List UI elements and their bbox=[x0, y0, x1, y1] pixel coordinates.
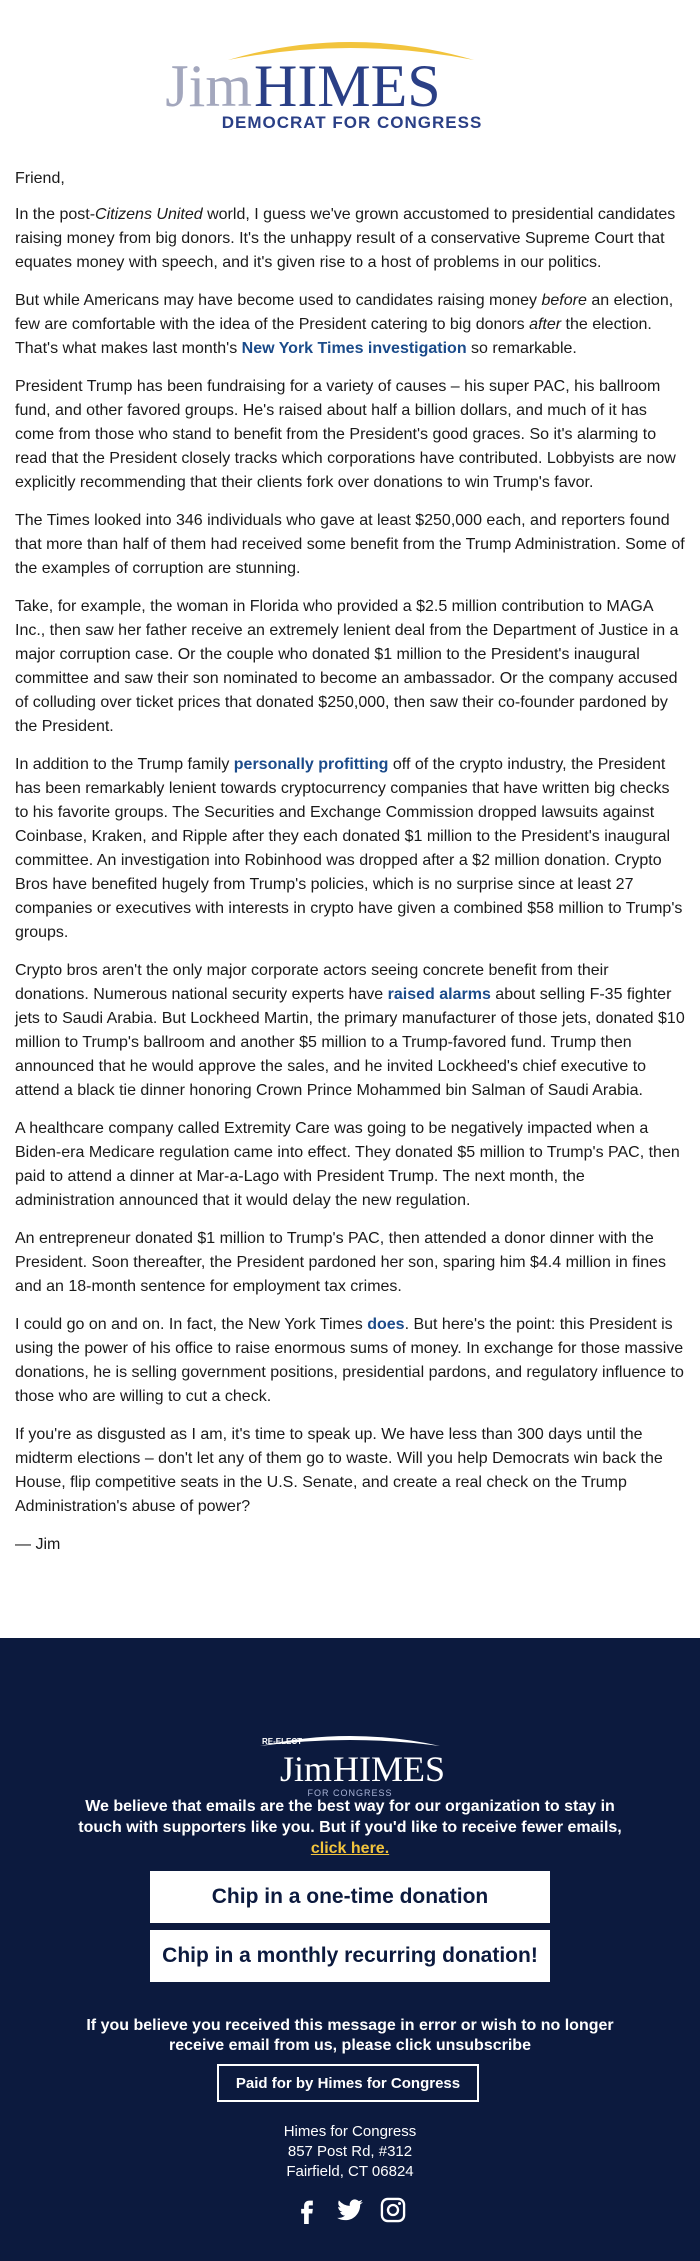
jim-himes-logo[interactable] bbox=[0, 0, 700, 155]
text: an election, few are comfortable with the idea of the President catering to big donors bbox=[15, 292, 674, 333]
text: In the post- bbox=[15, 206, 96, 223]
raised-alarms-link[interactable]: raised alarms bbox=[387, 986, 491, 1003]
text: Crypto bros aren't the only major corporate actors seeing concrete benefit from their donations. Numerous national security experts have bbox=[15, 962, 609, 1003]
paragraph-8: A healthcare company called Extremity Care was going to be negatively impacted when a Biden-era Medicare regulation came into effect. They donated $5 million to Trump's PAC, then paid to attend a dinner at Mar-a-Lago with President Trump. The next month, the administration announced that it would delay the new regulation. bbox=[15, 1120, 680, 1209]
email-page: Jim HIMES DEMOCRAT FOR CONGRESS Friend, In the post-Citizens United world, I guess we've grown accustomed to presidential candidates raising money from big donors. It's the unhappy result of a conservative Supreme Court that equates money with speech, and it's given rise to a host of problems in our politics. But while Americans may have become used to candidates raising money before an election, few are comfortable with the idea of the President catering to big donors after the election. That's what makes last month's New York Times investigation so remarkable. President Trump has been fundraising for a variety of causes – his super PAC, his ballroom fund, and other favored groups. He's raised about half a billion dollars, and much of it has come from those who stand to benefit from the President's good graces. So it's alarming to read that the President closely tracks which corporations have contributed. Lobbyists are now explicitly recommending that their clients fork over donations to win Trump's favor. The Times looked into 346 individuals who gave at least $250,000 each, and reporters found that more than half of them had received some benefit from the Trump Administration. Some of the examples of corruption are stunning. Take, for example, the woman in Florida who provided a $2.5 million contribution to MAGA Inc., then saw her father receive an extremely lenient deal from the Department of Justice in a major corruption case. Or the couple who donated $1 million to the President's inaugural committee and saw their son nominated to become an ambassador. Or the company accused of colluding over ticket prices that donated $250,000, then saw their co-founder pardoned by the President. In addition to the Trump family personally profitting off of the crypto industry, the President has been remarkably lenient towards cryptocurrency companies that have written big checks to his favorite groups. The Securities and Exchange Commission dropped lawsuits against Coinbase, Kraken, and Ripple after they each donated $1 million to the President's inaugural committee. An investigation into Robinhood was dropped after a $2 million donation. Crypto Bros have benefited hugely from Trump's policies, which is no surprise since at least 27 companies or executives with interests in crypto have given a combined $58 million to Trump's groups. Crypto bros aren't the only major corporate actors seeing concrete benefit from their donations. Numerous national security experts have raised alarms about selling F-35 fighter jets to Saudi Arabia. But Lockheed Martin, the primary manufacturer of those jets, donated $10 million to Trump's ballroom and another $5 million to a Trump-favored fund. Trump then announced that he would approve the sales, and he invited Lockheed's chief executive to attend a black tie dinner honoring Crown Prince Mohammed bin Salman of Saudi Arabia. A healthcare company called Extremity Care was going to be negatively impacted when a Biden-era Medicare regulation came into effect. They donated $5 million to Trump's PAC, then paid to attend a dinner at Mar-a-Lago with President Trump. The next month, the administration announced that it would delay the new regulation. An entrepreneur donated $1 million to Trump's PAC, then attended a donor dinner with the President. Soon thereafter, the President pardoned her son, sparing him $4.4 million in fines and an 18-month sentence for employment tax crimes. I could go on and on. In fact, the New York Times does. But here's the point: this President is using the power of his office to raise enormous sums of money. In exchange for those massive donations, he is selling government positions, presidential pardons, and regulatory influence to those who are willing to cut a check. If you're as disgusted as I am, it's time to speak up. We have less than 300 days until the midterm elections – don't let any of them go to waste. Will you help Democrats win back the House, flip competitive seats in the U.S. Senate, and create a real check on the Trump Administration's abuse of power? — Jim RE-ELECT Jim HIMES FOR CONGRESS We believe that emails are the best way for our organization to stay in touch with supporters like you. But if you'd like to receive fewer emails, click here. Chip in a one-time donation Chip in a monthly recurring donation! If you believe you received this message in error or wish to no longer receive email from us, please click unsubscribe Paid for by Himes for Congress Himes for Congress 857 Post Rd, #312 Fairfield, CT 06824 bbox=[0, 0, 700, 1571]
text: I could go on and on. In fact, the New York Times bbox=[15, 1316, 368, 1333]
does-link[interactable]: does bbox=[367, 1316, 405, 1333]
text: In addition to the Trump family bbox=[15, 756, 234, 773]
paragraph-7 bbox=[15, 959, 686, 1103]
paragraph-2 bbox=[15, 289, 686, 361]
emphasis: after bbox=[529, 316, 562, 333]
text: But while Americans may have become used to candidates raising money bbox=[15, 292, 542, 309]
text: world, I guess we've grown accustomed to presidential candidates raising money from big donors. It's the unhappy result of a conservative Supreme Court that equates money with speech, and it's given rise to a host of problems in our politics. bbox=[15, 206, 676, 271]
paragraph-5: Take, for example, the woman in Florida who provided a $2.5 million contribution to MAGA Inc., then saw her father receive an extremely lenient deal from the Department of Justice in a major corruption case. Or the couple who donated $1 million to the President's inaugural committee and saw their son nominated to become an ambassador. Or the company accused of colluding over ticket prices that donated $250,000, then saw their co-founder pardoned by the President. bbox=[15, 598, 679, 735]
paragraph-6 bbox=[15, 753, 686, 945]
text: the election. That's what makes last month's bbox=[15, 316, 652, 357]
logo-last-name: HIMES bbox=[254, 53, 441, 119]
header bbox=[0, 0, 700, 155]
personally-profitting-link[interactable]: personally profitting bbox=[233, 756, 389, 773]
nyt-investigation-link[interactable]: New York Times investigation bbox=[241, 340, 467, 357]
text: . But here's the point: this President is using the power of his office to raise enormous sums of money. In exchange for those massive donations, he is selling government positions, presidential pardons, and regulatory influence to those who are willing to cut a check. bbox=[15, 1316, 684, 1405]
logo-first-name: Jim bbox=[165, 53, 252, 119]
signoff: — Jim bbox=[15, 1536, 61, 1553]
greeting: Friend, bbox=[15, 170, 65, 187]
emphasis: Citizens United bbox=[95, 206, 203, 223]
paragraph-11: If you're as disgusted as I am, it's time to speak up. We have less than 300 days until the midterm elections – don't let any of them go to waste. Will you help Democrats win back the House, flip competitive seats in the U.S. Senate, and create a real check on the Trump Administration's abuse of power? bbox=[15, 1426, 663, 1515]
emphasis: before bbox=[541, 292, 587, 309]
text: about selling F-35 fighter jets to Saudi Arabia. But Lockheed Martin, the primary manufacturer of those jets, donated $10 million to Trump's ballroom and another $5 million to a Trump-favored fund. Trump then announced that he would approve the sales, and he invited Lockheed's chief executive to attend a black tie dinner honoring Crown Prince Mohammed bin Salman of Saudi Arabia. bbox=[15, 986, 685, 1099]
text: so remarkable. bbox=[466, 340, 577, 357]
paragraph-10 bbox=[15, 1313, 686, 1409]
paragraph-1 bbox=[15, 203, 686, 275]
paragraph-9: An entrepreneur donated $1 million to Trump's PAC, then attended a donor dinner with the President. Soon thereafter, the President pardoned her son, sparing him $4.4 million in fines and an 18-month sentence for employment tax crimes. bbox=[15, 1230, 667, 1295]
email-body bbox=[0, 155, 700, 1557]
logo-tagline: DEMOCRAT FOR CONGRESS bbox=[221, 113, 483, 132]
paragraph-3: President Trump has been fundraising for a variety of causes – his super PAC, his ballroom fund, and other favored groups. He's raised about half a billion dollars, and much of it has come from those who stand to benefit from the President's good graces. So it's alarming to read that the President closely tracks which corporations have contributed. Lobbyists are now explicitly recommending that their clients fork over donations to win Trump's favor. bbox=[15, 378, 676, 491]
text: off of the crypto industry, the President has been remarkably lenient towards cryptocurrency companies that have written big checks to his favorite groups. The Securities and Exchange Commission dropped lawsuits against Coinbase, Kraken, and Ripple after they each donated $1 million to the President's inaugural committee. An investigation into Robinhood was dropped after a $2 million donation. Crypto Bros have benefited hugely from Trump's policies, which is no surprise since at least 27 companies or executives with interests in crypto have given a combined $58 million to Trump's groups. bbox=[15, 756, 683, 941]
paragraph-4: The Times looked into 346 individuals who gave at least $250,000 each, and reporters found that more than half of them had received some benefit from the Trump Administration. Some of the examples of corruption are stunning. bbox=[15, 512, 685, 577]
